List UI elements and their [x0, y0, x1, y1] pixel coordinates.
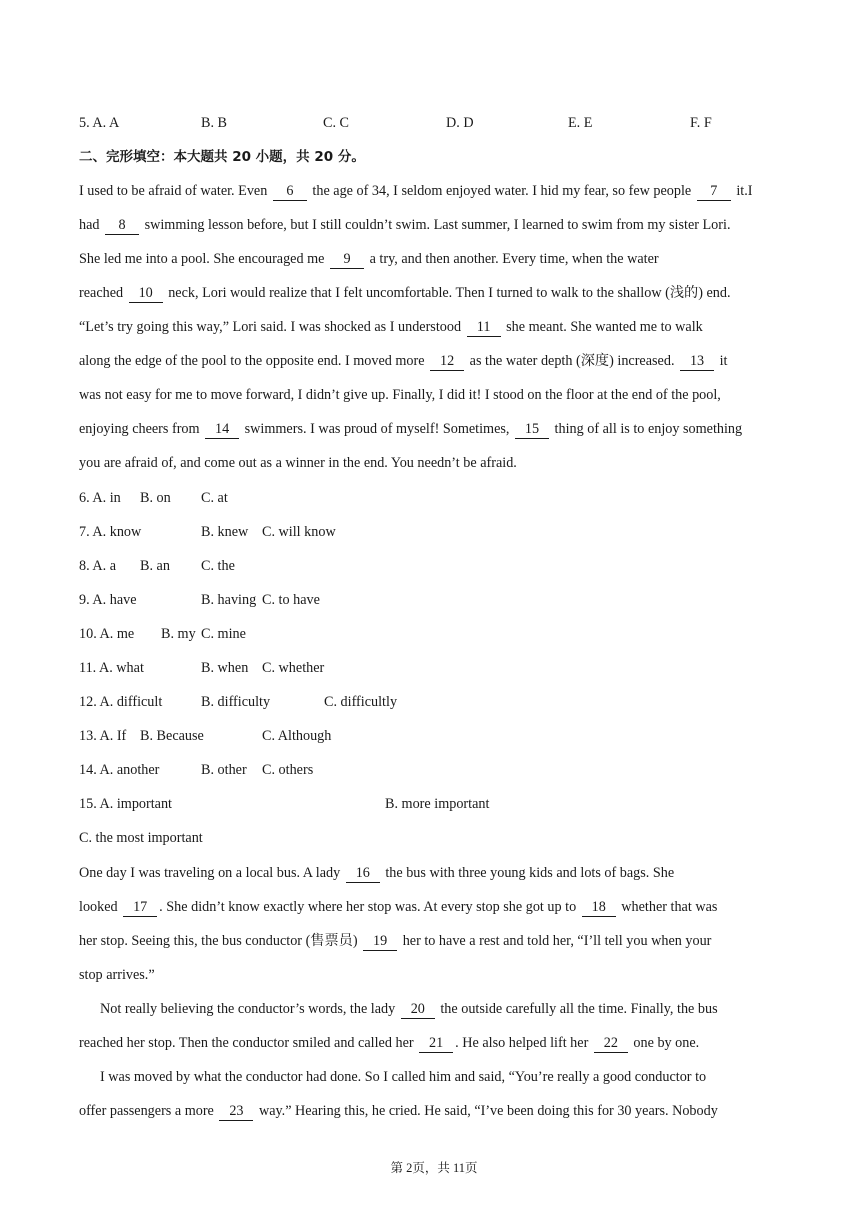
passage-text: whether that was — [617, 899, 718, 915]
option: B. having — [201, 592, 257, 608]
options-q15 — [79, 794, 579, 814]
passage-text: the age of 34, I seldom enjoyed water. I hid my fear, so few people — [308, 183, 695, 199]
passage-text: One day I was traveling on a local bus. A lady — [79, 865, 344, 881]
passage-text: along the edge of the pool to the opposite end. I moved more — [79, 353, 429, 369]
options-q9 — [79, 590, 479, 610]
option: B. other — [201, 762, 247, 778]
answer-blank: 12 — [430, 353, 464, 371]
passage-line — [79, 181, 752, 201]
option: C. difficultly — [324, 694, 398, 710]
option: C. mine — [201, 626, 246, 642]
option: 9. A. have — [79, 592, 137, 608]
passage-text: it.I — [732, 183, 753, 199]
passage-line — [79, 453, 517, 473]
option: B. difficulty — [201, 694, 271, 710]
option: 7. A. know — [79, 524, 142, 540]
passage-text: a try, and then another. Every time, when the water — [366, 251, 659, 267]
passage-line — [100, 999, 718, 1019]
option: 12. A. difficult — [79, 694, 163, 710]
passage-text: as the water depth (深度) increased. — [466, 353, 679, 369]
passage-text: the bus with three young kids and lots of bags. She — [381, 865, 675, 881]
passage-line — [79, 385, 721, 405]
answer-blank: 23 — [219, 1103, 253, 1121]
answer-blank: 19 — [363, 933, 397, 951]
passage-text: you are afraid of, and come out as a winner in the end. You needn’t be afraid. — [79, 455, 517, 471]
option: B. my — [161, 626, 196, 642]
passage-text: looked — [79, 899, 122, 915]
passage-line — [79, 283, 731, 303]
passage-line — [79, 965, 155, 985]
q5-options — [79, 113, 799, 133]
passage-text: thing of all is to enjoy something — [551, 421, 743, 437]
answer-blank: 13 — [680, 353, 714, 371]
options-q10 — [79, 624, 479, 644]
option: B. an — [140, 558, 170, 574]
passage-line — [100, 1067, 706, 1087]
q5-option-e: E. E — [568, 115, 593, 131]
passage-line — [79, 419, 742, 439]
page-footer: 第 2页，共 11页 — [390, 1161, 478, 1175]
passage-text: neck, Lori would realize that I felt uncomfortable. Then I turned to walk to the shallow (浅的) end. — [164, 285, 731, 301]
passage-line — [79, 931, 711, 951]
option: C. others — [262, 762, 314, 778]
option: 13. A. If — [79, 728, 127, 744]
passage-text: reached her stop. Then the conductor smiled and called her — [79, 1035, 418, 1051]
q5-option-c: C. C — [323, 115, 350, 131]
q5-option-d: D. D — [446, 115, 474, 131]
passage-text: stop arrives.” — [79, 967, 155, 983]
answer-blank: 10 — [129, 285, 163, 303]
option: 6. A. in — [79, 490, 121, 506]
q5-option-f: F. F — [690, 115, 712, 131]
passage-text: She led me into a pool. She encouraged me — [79, 251, 329, 267]
answer-blank: 7 — [697, 183, 731, 201]
passage-text: . She didn’t know exactly where her stop was. At every stop she got up to — [159, 899, 580, 915]
answer-blank: 22 — [594, 1035, 628, 1053]
option: C. whether — [262, 660, 325, 676]
passage-text: way.” Hearing this, he cried. He said, “I’ve been doing this for 30 years. Nobody — [255, 1103, 718, 1119]
section-heading: 二、完形填空：本大题共 20 小题，共 20 分。 — [79, 149, 365, 165]
option: B. Because — [140, 728, 204, 744]
option: C. the most important — [79, 830, 203, 846]
option: B. more important — [385, 796, 490, 812]
passage-text: her to have a rest and told her, “I’ll tell you when your — [399, 933, 712, 949]
passage-text: Not really believing the conductor’s words, the lady — [100, 1001, 399, 1017]
passage-text: reached — [79, 285, 127, 301]
passage-text: swimming lesson before, but I still couldn’t swim. Last summer, I learned to swim from my sister Lori. — [141, 217, 731, 233]
options-q11 — [79, 658, 479, 678]
answer-blank: 8 — [105, 217, 139, 235]
option: C. the — [201, 558, 235, 574]
passage-text: I was moved by what the conductor had done. So I called him and said, “You’re really a good conductor to — [100, 1069, 707, 1085]
answer-blank: 16 — [346, 865, 380, 883]
option: C. Although — [262, 728, 332, 744]
passage-text: enjoying cheers from — [79, 421, 204, 437]
options-q7 — [79, 522, 479, 542]
passage-text: “Let’s try going this way,” Lori said. I was shocked as I understood — [79, 319, 465, 335]
option: B. knew — [201, 524, 249, 540]
passage-line — [79, 215, 731, 235]
answer-blank: 6 — [273, 183, 307, 201]
passage-text: the outside carefully all the time. Finally, the bus — [436, 1001, 718, 1017]
passage-text: had — [79, 217, 104, 233]
passage-text: I used to be afraid of water. Even — [79, 183, 271, 199]
option: B. when — [201, 660, 249, 676]
passage-text: one by one. — [629, 1035, 700, 1051]
options-q6 — [79, 488, 479, 508]
passage-line — [79, 1101, 718, 1121]
option: 14. A. another — [79, 762, 160, 778]
passage-text: offer passengers a more — [79, 1103, 218, 1119]
options-q8 — [79, 556, 479, 576]
passage-text: was not easy for me to move forward, I didn’t give up. Finally, I did it! I stood on the floor at the end of the pool, — [79, 387, 721, 403]
option: 11. A. what — [79, 660, 144, 676]
q5-option-a: 5. A. A — [79, 115, 120, 131]
passage-text: her stop. Seeing this, the bus conductor (售票员) — [79, 933, 362, 949]
passage-line — [79, 897, 717, 917]
passage-text: she meant. She wanted me to walk — [502, 319, 703, 335]
passage-line — [79, 863, 674, 883]
passage-line — [79, 1033, 699, 1053]
option: C. to have — [262, 592, 320, 608]
answer-blank: 21 — [419, 1035, 453, 1053]
answer-blank: 9 — [330, 251, 364, 269]
option: 15. A. important — [79, 796, 173, 812]
answer-blank: 14 — [205, 421, 239, 439]
answer-blank: 20 — [401, 1001, 435, 1019]
passage-line — [79, 351, 727, 371]
options-q12 — [79, 692, 479, 712]
passage-text: . He also helped lift her — [455, 1035, 592, 1051]
passage-line — [79, 249, 659, 269]
options-q14 — [79, 760, 479, 780]
answer-blank: 15 — [515, 421, 549, 439]
option: C. will know — [262, 524, 336, 540]
answer-blank: 17 — [123, 899, 157, 917]
option: B. on — [140, 490, 171, 506]
options-q13 — [79, 726, 479, 746]
option: 10. A. me — [79, 626, 135, 642]
passage-text: it — [716, 353, 728, 369]
passage-line — [79, 317, 703, 337]
option: C. at — [201, 490, 228, 506]
answer-blank: 18 — [582, 899, 616, 917]
passage-text: swimmers. I was proud of myself! Sometimes, — [241, 421, 513, 437]
option: 8. A. a — [79, 558, 117, 574]
options-q15-line2 — [79, 828, 203, 848]
q5-option-b: B. B — [201, 115, 228, 131]
answer-blank: 11 — [467, 319, 501, 337]
